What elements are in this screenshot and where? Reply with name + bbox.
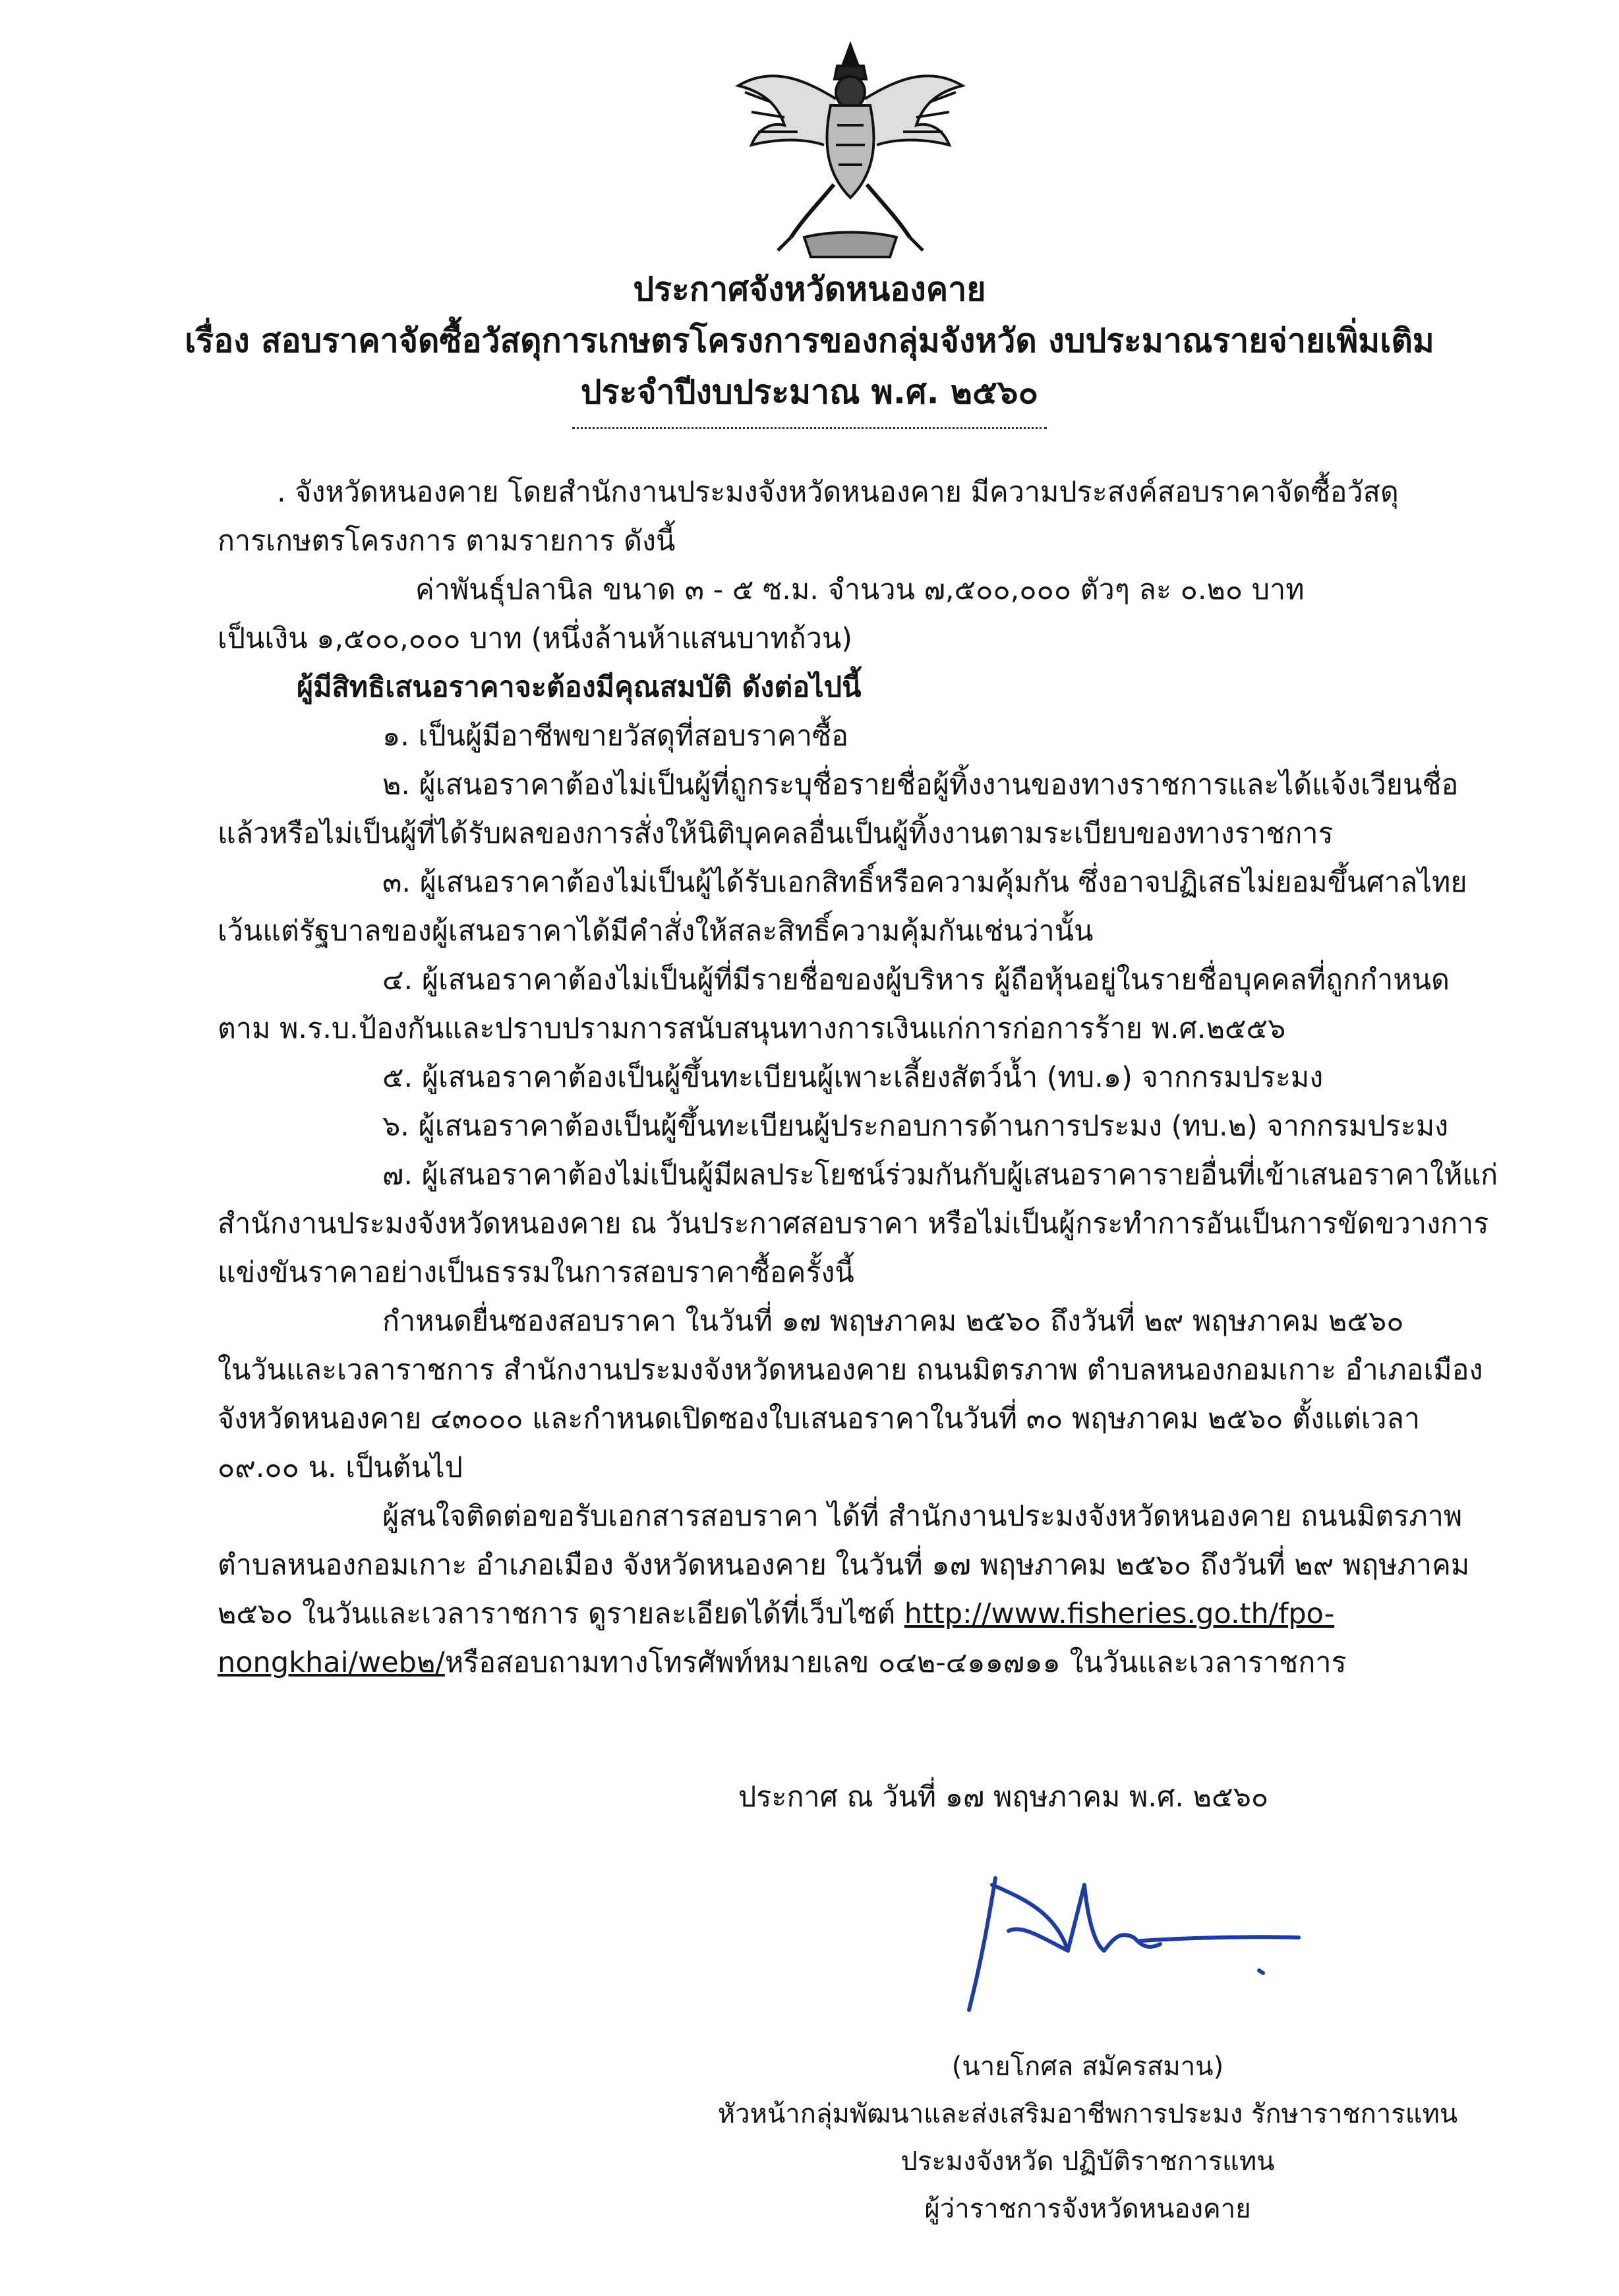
- document-title-block: [0, 264, 1619, 429]
- qualification-7-line-1: ๗. ผู้เสนอราคาต้องไม่เป็นผู้มีผลประโยชน์ร่วมกันกับผู้เสนอราคารายอื่นที่เข้าเสนอราคาให้แก่: [382, 1159, 1498, 1191]
- title-divider: [572, 427, 1047, 429]
- contact-line-4-text: หรือสอบถามทางโทรศัพท์หมายเลข ๐๔๒-๔๑๑๗๑๑ ในวันและเวลาราชการ: [444, 1646, 1347, 1679]
- contact-line-1: ผู้สนใจติดต่อขอรับเอกสารสอบราคา ได้ที่ สำนักงานประมงจังหวัดหนองคาย ถนนมิตรภาพ: [382, 1500, 1463, 1533]
- qualification-2-line-2: แล้วหรือไม่เป็นผู้ที่ได้รับผลของการสั่งให้นิติบุคคลอื่นเป็นผู้ทิ้งงานตามระเบียบของทางราชการ: [218, 817, 1334, 850]
- signatory-name: (นายโกศล สมัครสมาน): [951, 2052, 1224, 2082]
- intro-line-1: . จังหวัดหนองคาย โดยสำนักงานประมงจังหวัดหนองคาย มีความประสงค์สอบราคาจัดซื้อวัสดุ: [277, 476, 1399, 509]
- intro-line-2: การเกษตรโครงการ ตามรายการ ดังนี้: [218, 525, 676, 558]
- item-line-2: เป็นเงิน ๑,๕๐๐,๐๐๐ บาท (หนึ่งล้านห้าแสนบาทถ้วน): [218, 622, 853, 655]
- qualification-7-line-2: สำนักงานประมงจังหวัดหนองคาย ณ วันประกาศสอบราคา หรือไม่เป็นผู้กระทำการอันเป็นการขัดขวางการ: [218, 1207, 1489, 1240]
- qualification-3-line-2: เว้นแต่รัฐบาลของผู้เสนอราคาได้มีคำสั่งให้สละสิทธิ์ความคุ้มกันเช่นว่านั้น: [218, 915, 1094, 948]
- signatory-position-line-2: ประมงจังหวัด ปฏิบัติราชการแทน: [900, 2146, 1275, 2177]
- document-body: [218, 468, 1498, 1687]
- website-link-part-2[interactable]: nongkhai/web๒/: [218, 1646, 445, 1679]
- item-line-1: ค่าพันธุ์ปลานิล ขนาด ๓ - ๕ ซ.ม. จำนวน ๗,๕๐๐,๐๐๐ ตัวๆ ละ ๐.๒๐ บาท: [415, 573, 1305, 606]
- title-line-3: ประจำปีงบประมาณ พ.ศ. ๒๕๖๐: [580, 373, 1039, 411]
- qualifications-heading: ผู้มีสิทธิเสนอราคาจะต้องมีคุณสมบัติ ดังต่อไปนี้: [297, 671, 862, 704]
- qualification-3-line-1: ๓. ผู้เสนอราคาต้องไม่เป็นผู้ได้รับเอกสิทธิ์หรือความคุ้มกัน ซึ่งอาจปฏิเสธไม่ยอมขึ้นศาลไทย: [382, 866, 1467, 899]
- qualification-4-line-2: ตาม พ.ร.บ.ป้องกันและปราบปรามการสนับสนุนทางการเงินแก่การก่อการร้าย พ.ศ.๒๕๕๖: [218, 1012, 1286, 1045]
- qualification-4-line-1: ๔. ผู้เสนอราคาต้องไม่เป็นผู้ที่มีรายชื่อของผู้บริหาร ผู้ถือหุ้นอยู่ในรายชื่อบุคคลที่ถูกกำหนด: [382, 963, 1450, 996]
- schedule-line-4: ๐๙.๐๐ น. เป็นต้นไป: [218, 1451, 463, 1484]
- contact-line-4: [218, 1638, 1470, 1687]
- website-link-part-1[interactable]: http://www.fisheries.go.th/fpo-: [904, 1597, 1335, 1630]
- announcement-date: ประกาศ ณ วันที่ ๑๗ พฤษภาคม พ.ศ. ๒๕๖๐: [738, 1781, 1269, 1814]
- handwritten-signature-icon: [943, 1858, 1312, 2017]
- contact-line-3: [218, 1590, 1470, 1638]
- qualification-7-line-3: แข่งขันราคาอย่างเป็นธรรมในการสอบราคาซื้อครั้งนี้: [218, 1256, 854, 1289]
- qualification-1: ๑. เป็นผู้มีอาชีพขายวัสดุที่สอบราคาซื้อ: [382, 720, 848, 753]
- schedule-line-1: กำหนดยื่นซองสอบราคา ในวันที่ ๑๗ พฤษภาคม ๒๕๖๐ ถึงวันที่ ๒๙ พฤษภาคม ๒๕๖๐: [382, 1305, 1404, 1338]
- qualification-5: ๕. ผู้เสนอราคาต้องเป็นผู้ขึ้นทะเบียนผู้เพาะเลี้ยงสัตว์น้ำ (ทบ.๑) จากกรมประมง: [382, 1061, 1324, 1094]
- title-line-1: ประกาศจังหวัดหนองคาย: [633, 270, 986, 308]
- qualification-6: ๖. ผู้เสนอราคาต้องเป็นผู้ขึ้นทะเบียนผู้ประกอบการด้านการประมง (ทบ.๒) จากกรมประมง: [382, 1110, 1449, 1143]
- title-line-2: เรื่อง สอบราคาจัดซื้อวัสดุการเกษตรโครงการของกลุ่มจังหวัด งบประมาณรายจ่ายเพิ่มเติม: [185, 322, 1434, 360]
- qualification-2-line-1: ๒. ผู้เสนอราคาต้องไม่เป็นผู้ที่ถูกระบุชื่อรายชื่อผู้ทิ้งงานของทางราชการและได้แจ้งเวียนชื่อ: [382, 768, 1459, 801]
- garuda-emblem-icon: [725, 40, 976, 264]
- signatory-block: [659, 2043, 1516, 2233]
- contact-line-3-text: ๒๕๖๐ ในวันและเวลาราชการ ดูรายละเอียดได้ที่เว็บไซต์: [218, 1597, 904, 1630]
- signatory-position-line-3: ผู้ว่าราชการจังหวัดหนองคาย: [924, 2194, 1251, 2224]
- schedule-line-2: ในวันและเวลาราชการ สำนักงานประมงจังหวัดหนองคาย ถนนมิตรภาพ ตำบลหนองกอมเกาะ อำเภอเมือง: [218, 1354, 1483, 1387]
- signatory-position-line-1: หัวหน้ากลุ่มพัฒนาและส่งเสริมอาชีพการประมง รักษาราชการแทน: [717, 2099, 1458, 2129]
- schedule-line-3: จังหวัดหนองคาย ๔๓๐๐๐ และกำหนดเปิดซองใบเสนอราคาในวันที่ ๓๐ พฤษภาคม ๒๕๖๐ ตั้งแต่เวลา: [218, 1402, 1421, 1435]
- contact-line-2: ตำบลหนองกอมเกาะ อำเภอเมือง จังหวัดหนองคาย ในวันที่ ๑๗ พฤษภาคม ๒๕๖๐ ถึงวันที่ ๒๙ พฤษภาคม: [218, 1549, 1470, 1582]
